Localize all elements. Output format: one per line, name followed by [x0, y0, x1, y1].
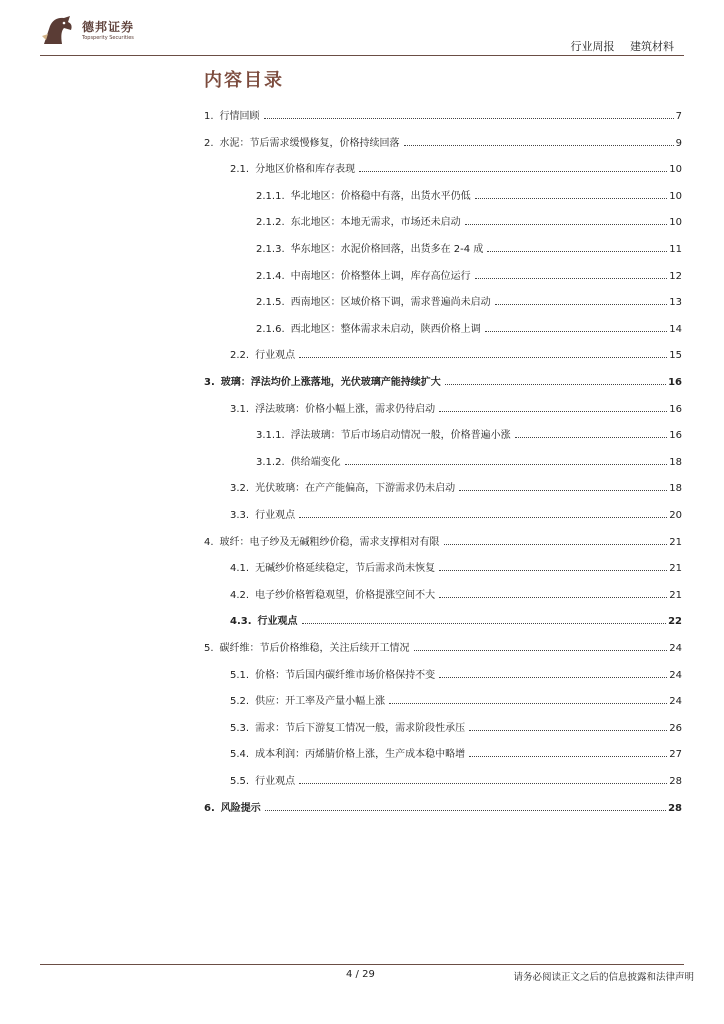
toc-leader-dots — [475, 198, 668, 199]
toc-entry[interactable] — [230, 160, 682, 175]
toc-entry[interactable] — [204, 373, 682, 388]
toc-leader-dots — [359, 171, 667, 172]
toc-entry-title: 供给端变化 — [290, 456, 341, 468]
toc-entry-number: 2.1.4. — [256, 270, 285, 282]
toc-entry[interactable] — [230, 586, 682, 601]
toc-entry-title: 玻纤：电子纱及无碱粗纱价稳，需求支撑相对有限 — [219, 536, 440, 548]
toc-entry[interactable] — [256, 426, 682, 441]
toc-entry-number: 5.4. — [230, 749, 250, 761]
toc-entry-title: 价格：节后国内碳纤维市场价格保持不变 — [255, 669, 436, 681]
disclaimer-note: 请务必阅读正文之后的信息披露和法律声明 — [513, 972, 694, 983]
toc-leader-dots — [299, 357, 667, 358]
toc-entry[interactable] — [230, 400, 682, 415]
toc-entry-number: 3.3. — [230, 510, 250, 521]
toc-entry-page: 22 — [668, 616, 682, 628]
toc-leader-dots — [485, 331, 668, 332]
toc-leader-dots — [445, 384, 666, 385]
toc-entry-number: 2.1.2. — [256, 217, 285, 229]
toc-entry-number: 2.1.6. — [256, 323, 285, 335]
toc-entry-number: 1. — [204, 111, 214, 122]
toc-entry-title: 无碱纱价格延续稳定，节后需求尚未恢复 — [255, 563, 436, 575]
toc-entry-number: 5.5. — [230, 776, 250, 787]
toc-entry[interactable] — [230, 719, 682, 734]
toc-entry-number: 2.2. — [230, 350, 250, 362]
footer-divider — [40, 964, 684, 965]
toc-entry[interactable] — [230, 559, 682, 574]
toc-entry[interactable] — [230, 479, 682, 494]
toc-entry-page: 13 — [669, 297, 682, 309]
toc-entry[interactable] — [256, 240, 682, 255]
toc-leader-dots — [439, 677, 667, 678]
toc-entry-page: 14 — [669, 323, 682, 335]
toc-entry-page: 21 — [669, 563, 682, 575]
toc-entry[interactable] — [204, 134, 682, 149]
toc-leader-dots — [459, 490, 667, 491]
toc-entry-page: 26 — [669, 722, 682, 734]
brand-name: 德邦证券 — [82, 20, 135, 34]
toc-entry-title: 东北地区：本地无需求，市场还未启动 — [290, 217, 461, 229]
toc-entry-number: 2.1. — [230, 164, 250, 176]
toc-entry-page: 18 — [669, 483, 682, 495]
brand-name-en: Topsperity Securities — [82, 35, 134, 41]
toc-leader-dots — [265, 810, 666, 811]
toc-entry-number: 2.1.3. — [256, 244, 285, 255]
toc-entry-title: 行业观点 — [257, 616, 298, 628]
toc-leader-dots — [345, 464, 668, 465]
toc-entry-number: 2.1.5. — [256, 297, 285, 309]
toc-entry-title: 中南地区：价格整体上调，库存高位运行 — [290, 270, 471, 282]
toc-entry[interactable] — [256, 267, 682, 282]
toc-entry-page: 20 — [669, 510, 682, 521]
toc-entry-number: 3.1.1. — [256, 430, 285, 442]
toc-entry[interactable] — [204, 639, 682, 654]
toc-entry[interactable] — [256, 213, 682, 228]
toc-entry-page: 16 — [669, 430, 682, 442]
toc-entry[interactable] — [230, 666, 682, 681]
toc-entry-page: 28 — [669, 776, 682, 787]
toc-leader-dots — [475, 278, 668, 279]
toc-leader-dots — [469, 756, 667, 757]
toc-entry-title: 行业观点 — [255, 776, 296, 787]
toc-entry[interactable] — [256, 187, 682, 202]
toc-entry-number: 4.3. — [230, 616, 252, 628]
toc-entry-page: 18 — [669, 456, 682, 468]
toc-entry-page: 21 — [669, 589, 682, 601]
toc-entry[interactable] — [230, 346, 682, 361]
toc-entry-title: 光伏玻璃：在产产能偏高，下游需求仍未启动 — [255, 483, 456, 495]
toc-entry[interactable] — [230, 772, 682, 787]
toc-entry-number: 3. — [204, 377, 215, 388]
toc-entry-page: 11 — [669, 244, 682, 255]
toc-entry-number: 4.1. — [230, 563, 250, 575]
toc-leader-dots — [439, 597, 667, 598]
toc-entry-page: 10 — [669, 164, 682, 176]
toc-leader-dots — [299, 783, 667, 784]
toc-leader-dots — [414, 650, 668, 651]
toc-entry-number: 3.2. — [230, 483, 250, 495]
toc-entry-page: 24 — [669, 669, 682, 681]
toc-entry[interactable] — [256, 453, 682, 468]
toc-leader-dots — [299, 517, 667, 518]
toc-entry-title: 电子纱价格暂稳观望，价格提涨空间不大 — [255, 589, 436, 601]
toc-entry-number: 5.1. — [230, 669, 250, 681]
toc-entry-title: 西北地区：整体需求未启动，陕西价格上调 — [290, 323, 481, 335]
toc-entry-page: 28 — [668, 802, 682, 814]
toc-entry-title: 行情回顾 — [219, 111, 260, 122]
toc-leader-dots — [487, 251, 667, 252]
toc-entry-page: 9 — [675, 137, 682, 149]
toc-entry-title: 需求：节后下游复工情况一般，需求阶段性承压 — [255, 722, 466, 734]
toc-leader-dots — [444, 544, 668, 545]
toc-entry-number: 4.2. — [230, 589, 250, 601]
toc-entry-number: 2.1.1. — [256, 190, 285, 202]
toc-entry-number: 5.3. — [230, 722, 250, 734]
toc-entry-title: 浮法玻璃：价格小幅上涨，需求仍待启动 — [255, 403, 436, 415]
toc-title: 内容目录 — [204, 70, 284, 91]
toc-entry-number: 4. — [204, 536, 214, 548]
toc-entry-title: 华东地区：水泥价格回落，出货多在 2-4 成 — [290, 244, 484, 255]
report-sector: 建筑材料 — [630, 40, 674, 53]
toc-entry[interactable] — [230, 745, 682, 760]
toc-leader-dots — [469, 730, 667, 731]
toc-entry-title: 分地区价格和库存表现 — [255, 164, 356, 176]
toc-entry-title: 碳纤维：节后价格维稳，关注后续开工情况 — [219, 643, 410, 654]
toc-leader-dots — [465, 224, 668, 225]
toc-entry[interactable] — [204, 107, 682, 122]
toc-leader-dots — [404, 145, 674, 146]
toc-entry[interactable] — [256, 320, 682, 335]
toc-leader-dots — [302, 623, 667, 624]
toc-leader-dots — [515, 437, 668, 438]
toc-entry-page: 24 — [669, 643, 682, 654]
toc-entry-page: 12 — [669, 270, 682, 282]
toc-entry-page: 16 — [668, 377, 682, 388]
toc-entry-page: 16 — [669, 403, 682, 415]
toc-entry-number: 2. — [204, 137, 214, 149]
toc-entry[interactable] — [230, 692, 682, 707]
toc-entry-title: 行业观点 — [255, 510, 296, 521]
toc-entry[interactable] — [204, 533, 682, 548]
toc-entry-number: 5. — [204, 643, 214, 654]
toc-entry-page: 21 — [669, 536, 682, 548]
toc-entry-number: 3.1. — [230, 403, 250, 415]
toc-entry-number: 6. — [204, 802, 215, 814]
toc-leader-dots — [439, 411, 667, 412]
toc-entry[interactable] — [230, 506, 682, 521]
toc-leader-dots — [264, 118, 674, 119]
toc-entry[interactable] — [230, 612, 682, 627]
toc-entry-number: 5.2. — [230, 696, 250, 708]
toc-entry-page: 7 — [675, 111, 682, 122]
toc-entry-page: 10 — [669, 190, 682, 202]
toc-entry-title: 华北地区：价格稳中有落，出货水平仍低 — [290, 190, 471, 202]
toc-entry-title: 玻璃：浮法均价上涨落地，光伏玻璃产能持续扩大 — [220, 377, 441, 388]
toc-leader-dots — [495, 304, 668, 305]
toc-entry-title: 供应：开工率及产量小幅上涨 — [255, 696, 386, 708]
toc-entry-title: 成本利润：丙烯腈价格上涨，生产成本稳中略增 — [255, 749, 466, 761]
toc-entry-title: 风险提示 — [220, 802, 261, 814]
toc-entry[interactable] — [204, 799, 682, 814]
toc-entry-page: 27 — [669, 749, 682, 761]
toc-entry-page: 24 — [669, 696, 682, 708]
toc-entry-number: 3.1.2. — [256, 456, 285, 468]
report-category: 行业周报 — [570, 40, 615, 53]
toc-leader-dots — [439, 570, 667, 571]
toc-entry-title: 西南地区：区域价格下调，需求普遍尚未启动 — [290, 297, 491, 309]
toc-entry[interactable] — [256, 293, 682, 308]
toc-leader-dots — [389, 703, 667, 704]
toc-entry-title: 水泥：节后需求缓慢修复，价格持续回落 — [219, 137, 400, 149]
toc-entry-page: 15 — [669, 350, 682, 362]
toc-entry-title: 行业观点 — [255, 350, 296, 362]
toc-entry-page: 10 — [669, 217, 682, 229]
toc-entry-title: 浮法玻璃：节后市场启动情况一般，价格普遍小涨 — [290, 430, 511, 442]
page-indicator: 4 / 29 — [346, 969, 375, 980]
